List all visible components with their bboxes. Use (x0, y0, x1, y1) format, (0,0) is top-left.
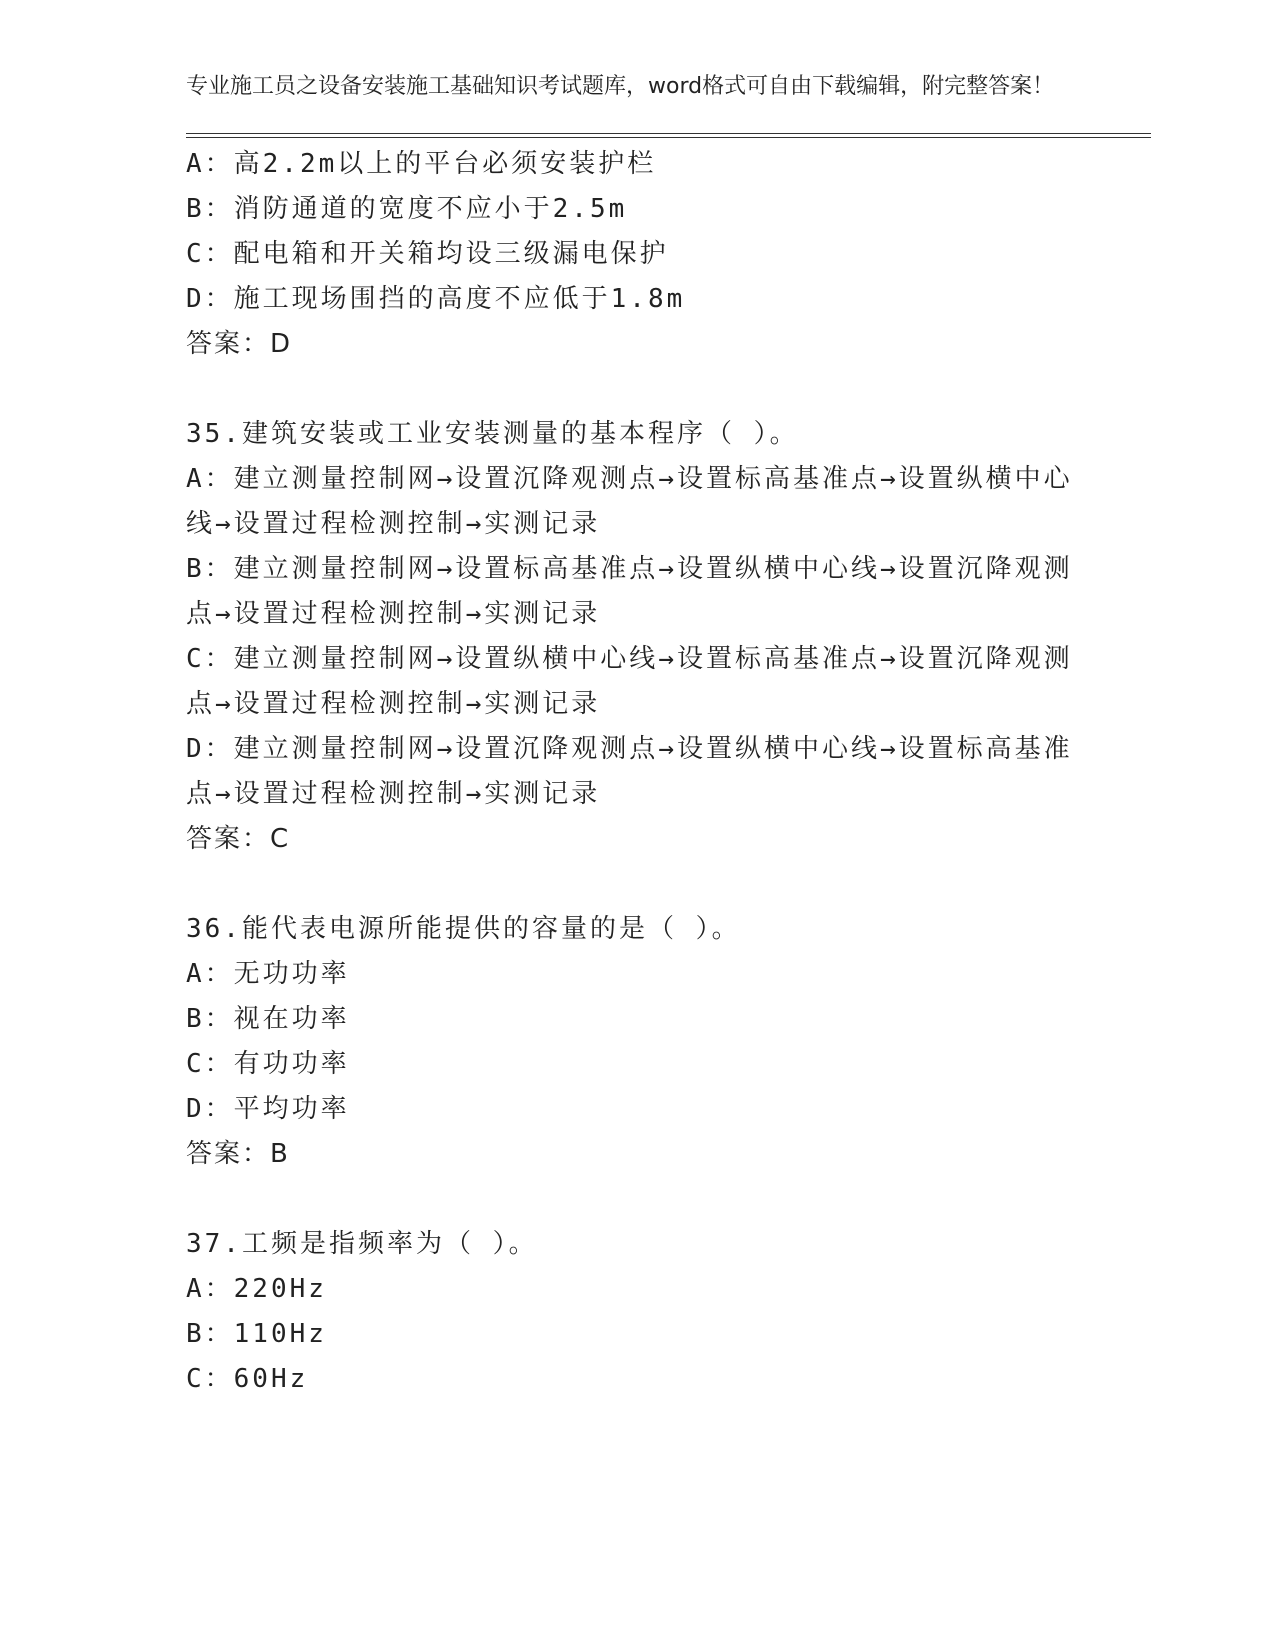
question-35 (186, 412, 1151, 862)
option-d: D：施工现场围挡的高度不应低于1.8m (186, 284, 686, 314)
question-37 (186, 1222, 1151, 1402)
option-c: C：60Hz (186, 1364, 309, 1394)
header-divider (186, 133, 1151, 138)
option-b: B：消防通道的宽度不应小于2.5m (186, 194, 628, 224)
answer: 答案：B (186, 1139, 290, 1169)
option-c: C：配电箱和开关箱均设三级漏电保护 (186, 239, 669, 269)
option-c: C：建立测量控制网→设置纵横中心线→设置标高基准点→设置沉降观测点→设置过程检测控制→实测记录 (186, 644, 1073, 719)
option-d: D：建立测量控制网→设置沉降观测点→设置纵横中心线→设置标高基准点→设置过程检测控制→实测记录 (186, 734, 1073, 809)
question-list (186, 142, 1151, 1402)
answer: 答案：C (186, 824, 291, 854)
question-stem: 35.建筑安装或工业安装测量的基本程序（ ）。 (186, 419, 799, 449)
document-header: 专业施工员之设备安装施工基础知识考试题库，word格式可自由下载编辑，附完整答案！ (186, 74, 1055, 99)
document-page (186, 70, 1151, 1402)
option-a: A：220Hz (186, 1274, 327, 1304)
option-a: A：无功功率 (186, 959, 350, 989)
question-34 (186, 142, 1151, 367)
option-b: B：建立测量控制网→设置标高基准点→设置纵横中心线→设置沉降观测点→设置过程检测控制→实测记录 (186, 554, 1073, 629)
option-a: A：高2.2m以上的平台必须安装护栏 (186, 149, 657, 179)
option-d: D：平均功率 (186, 1094, 350, 1124)
option-c: C：有功功率 (186, 1049, 350, 1079)
option-b: B：视在功率 (186, 1004, 350, 1034)
option-a: A：建立测量控制网→设置沉降观测点→设置标高基准点→设置纵横中心线→设置过程检测控制→实测记录 (186, 464, 1073, 539)
option-b: B：110Hz (186, 1319, 327, 1349)
question-36 (186, 907, 1151, 1177)
question-stem: 36.能代表电源所能提供的容量的是（ ）。 (186, 914, 741, 944)
answer: 答案：D (186, 329, 293, 359)
question-stem: 37.工频是指频率为（ ）。 (186, 1229, 538, 1259)
